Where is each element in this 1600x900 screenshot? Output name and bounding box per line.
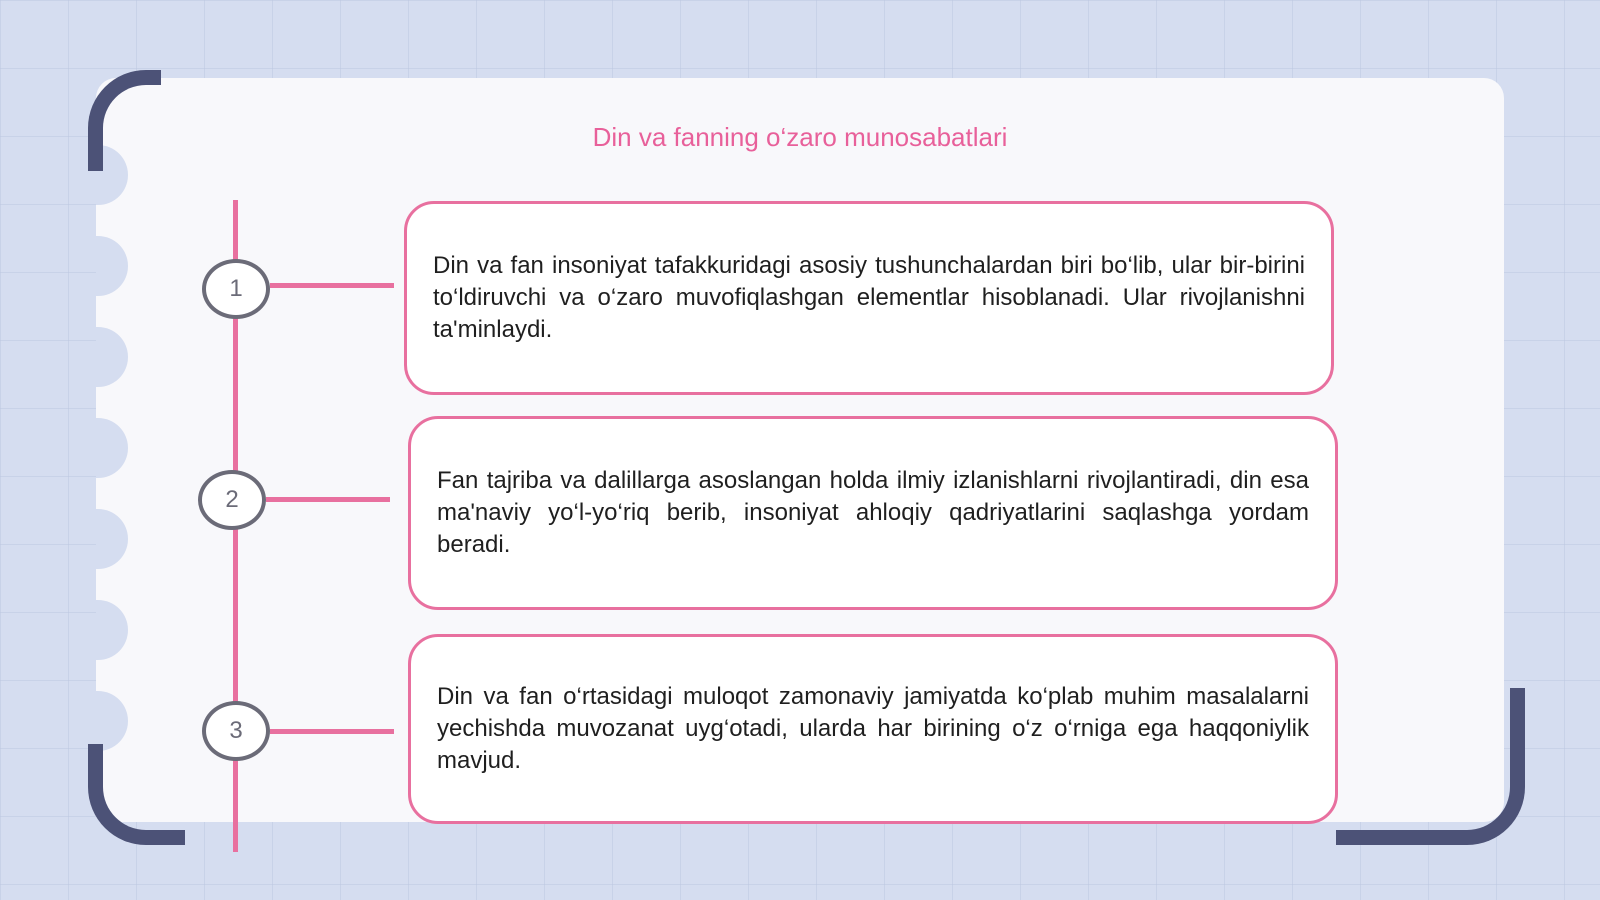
corner-bracket-bottom-left xyxy=(88,744,185,845)
step-number: 2 xyxy=(225,486,239,513)
corner-bracket-bottom-right xyxy=(1336,688,1525,845)
timeline-connector xyxy=(270,283,394,288)
content-card xyxy=(408,634,1338,824)
card-text: Fan tajriba va dalillarga asoslangan holda ilmiy izlanishlarni rivojlantiradi, din esa ma'naviy yo‘l-yo‘riq berib, insoniyat ahloqiy qadriyatlarini saqlashga yordam beradi. xyxy=(437,467,1309,558)
slide-title: Din va fanning o‘zaro munosabatlari xyxy=(592,122,1008,152)
step-number: 1 xyxy=(229,275,243,302)
card-text: Din va fan insoniyat tafakkuridagi asosiy tushunchalardan biri bo‘lib, ular bir-birini to‘ldiruvchi va o‘zaro muvofiqlashgan elementlar hisoblanadi. Ular rivojlanishni ta'minlaydi. xyxy=(433,252,1305,343)
content-card xyxy=(408,416,1338,610)
timeline-connector xyxy=(266,497,390,502)
step-number: 3 xyxy=(229,717,243,744)
card-text: Din va fan o‘rtasidagi muloqot zamonaviy jamiyatda ko‘plab muhim masalalarni yechishda muvozanat uyg‘otadi, ularda har birining o‘z o‘rniga ega haqqoniylik mavjud. xyxy=(437,683,1309,774)
content-card xyxy=(404,201,1334,395)
step-number-circle xyxy=(202,701,270,761)
step-number-circle xyxy=(198,470,266,530)
step-number-circle xyxy=(202,259,270,319)
timeline-connector xyxy=(270,729,394,734)
